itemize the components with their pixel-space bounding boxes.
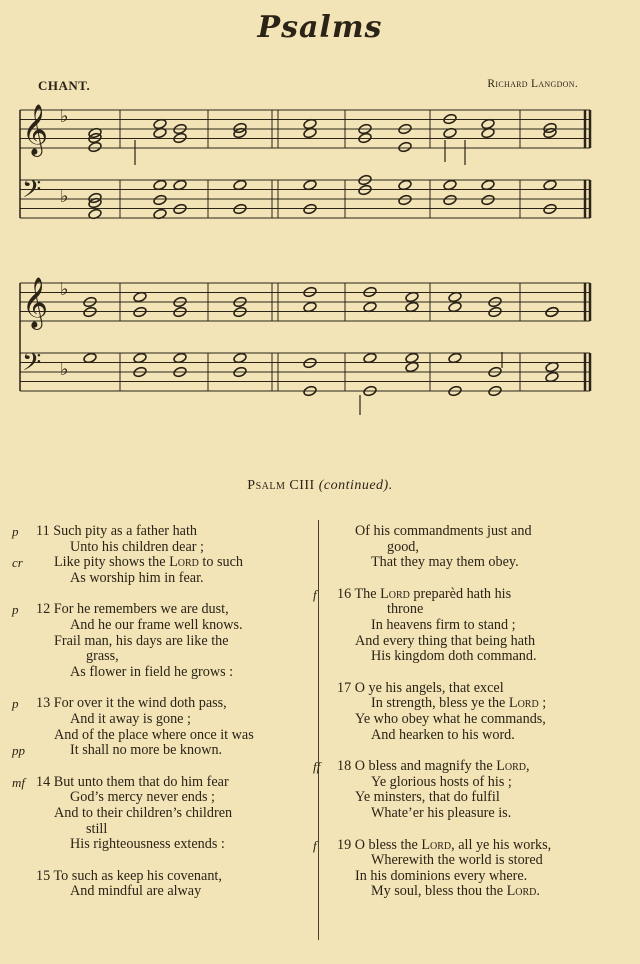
verse-text: grass, xyxy=(86,648,119,665)
verse-line xyxy=(12,649,304,665)
verse-line xyxy=(12,790,304,806)
dynamic-mark: f xyxy=(313,837,317,853)
verse-block xyxy=(313,759,597,821)
verse-text: In heavens firm to stand ; xyxy=(371,616,516,633)
verse-line xyxy=(12,806,304,822)
verse-line xyxy=(313,649,597,665)
verse-block xyxy=(12,869,304,900)
verse-text: As flower in field he grows : xyxy=(70,663,234,680)
verse-text: And every thing that being hath xyxy=(355,632,536,649)
verse-line xyxy=(12,571,304,587)
verse-text: Ye glorious hosts of his ; xyxy=(371,773,512,790)
verse-text: Wherewith the world is stored xyxy=(371,852,543,869)
composer-name: Richard Langdon. xyxy=(487,78,578,90)
dynamic-mark: p xyxy=(12,696,19,712)
tune-label: CHANT. xyxy=(38,78,91,93)
verse-text: Of his commandments just and xyxy=(355,523,532,539)
verse-text: still xyxy=(86,820,108,837)
music-score xyxy=(0,0,640,420)
verse-line xyxy=(313,838,597,854)
verse-text: And hearken to his word. xyxy=(371,726,515,743)
verse-line xyxy=(313,759,597,775)
verse-text: That they may them obey. xyxy=(371,554,519,571)
verse-text: 15 To such as keep his covenant, xyxy=(36,867,222,884)
verse-line xyxy=(12,869,304,885)
verse-line xyxy=(313,540,597,556)
verse-line xyxy=(12,728,304,744)
verse-line xyxy=(313,587,597,603)
verse-line xyxy=(313,696,597,712)
verse-line xyxy=(313,853,597,869)
note-head xyxy=(153,194,167,206)
bass-clef-icon: 𝄢 xyxy=(22,175,42,210)
verse-text: throne xyxy=(387,601,424,618)
psalm-heading xyxy=(0,478,640,494)
dynamic-mark: cr xyxy=(12,555,23,571)
verse-block xyxy=(313,587,597,665)
verse-text: And mindful are alway xyxy=(70,883,202,900)
verse-text: Whate’er his pleasure is. xyxy=(371,804,512,821)
dynamic-mark: pp xyxy=(12,743,25,759)
verse-line xyxy=(313,712,597,728)
dynamic-mark: p xyxy=(12,602,19,618)
verse-text: Like pity shows the Lord to such xyxy=(54,554,243,571)
verse-block xyxy=(313,838,597,900)
dynamic-mark: p xyxy=(12,524,19,539)
verse-line xyxy=(12,712,304,728)
verse-text: 17 O ye his angels, that excel xyxy=(337,679,504,696)
psalm-name: Psalm CIII xyxy=(247,478,315,493)
verse-text: My soul, bless thou the Lord. xyxy=(371,883,540,900)
dynamic-mark: f xyxy=(313,586,317,602)
treble-clef-icon: 𝄞 xyxy=(22,277,49,328)
verse-text: And it away is gone ; xyxy=(70,710,191,727)
verse-line xyxy=(313,728,597,744)
verse-line xyxy=(313,681,597,697)
verse-text: His righteousness extends : xyxy=(70,836,225,853)
verse-block xyxy=(12,602,304,680)
verse-block xyxy=(12,524,304,586)
psalm-note: (continued). xyxy=(318,478,393,493)
verse-line xyxy=(313,790,597,806)
note-head xyxy=(481,194,495,206)
verse-text: good, xyxy=(387,538,419,555)
verse-text: It shall no more be known. xyxy=(70,742,223,759)
verse-line xyxy=(12,618,304,634)
verse-text: 18 O bless and magnify the Lord, xyxy=(337,758,530,775)
verse-text: 16 The Lord preparèd hath his xyxy=(337,585,512,602)
verse-line xyxy=(313,884,597,900)
verse-text: And of the place where once it was xyxy=(54,726,254,743)
verse-line xyxy=(313,634,597,650)
verse-text: In strength, bless ye the Lord ; xyxy=(371,695,547,712)
verse-text: As worship him in fear. xyxy=(70,569,204,586)
verse-text: Frail man, his days are like the xyxy=(54,632,229,649)
verse-line xyxy=(313,775,597,791)
verse-line xyxy=(313,602,597,618)
verse-text: Ye minsters, that do fulfil xyxy=(355,789,500,806)
verse-line xyxy=(12,602,304,618)
verse-line xyxy=(313,555,597,571)
verse-text: And he our frame well knows. xyxy=(70,616,243,633)
note-head xyxy=(88,141,102,153)
verses-right-column xyxy=(313,524,597,916)
note-head xyxy=(398,194,412,206)
dynamic-mark: mf xyxy=(12,774,25,790)
verse-block xyxy=(12,775,304,853)
verse-text: Unto his children dear ; xyxy=(70,538,204,555)
verse-line xyxy=(313,618,597,634)
verse-text: Ye who obey what he commands, xyxy=(355,710,546,727)
verse-text: And to their children’s children xyxy=(54,804,233,821)
page-title: Psalms xyxy=(257,10,383,45)
note-head xyxy=(443,194,457,206)
verse-line xyxy=(12,884,304,900)
verse-line xyxy=(12,696,304,712)
verse-line xyxy=(12,775,304,791)
verse-line xyxy=(313,524,597,540)
verse-line xyxy=(12,837,304,853)
verse-block xyxy=(313,524,597,571)
verse-block xyxy=(313,681,597,743)
verse-text: In his dominions every where. xyxy=(355,867,528,884)
flat-icon: ♭ xyxy=(60,106,69,126)
verse-line xyxy=(313,869,597,885)
verse-line xyxy=(12,540,304,556)
verse-text: 12 For he remembers we are dust, xyxy=(36,601,229,618)
dynamic-mark: ff xyxy=(313,759,321,775)
verse-text: His kingdom doth command. xyxy=(371,648,537,665)
verse-text: God’s mercy never ends ; xyxy=(70,789,215,806)
verse-line xyxy=(12,665,304,681)
bass-clef-icon: 𝄢 xyxy=(22,348,42,383)
verse-text: 13 For over it the wind doth pass, xyxy=(36,695,227,712)
verse-block xyxy=(12,696,304,758)
verse-text: 14 But unto them that do him fear xyxy=(36,773,229,790)
verse-line xyxy=(12,822,304,838)
verses-left-column xyxy=(12,524,304,916)
note-head xyxy=(398,141,412,153)
verse-text: 19 O bless the Lord, all ye his works, xyxy=(337,836,552,853)
verse-line xyxy=(12,555,304,571)
verse-line xyxy=(313,806,597,822)
treble-clef-icon: 𝄞 xyxy=(22,104,49,155)
verse-line xyxy=(12,524,304,540)
verse-text: 11 Such pity as a father hath xyxy=(36,523,198,539)
flat-icon: ♭ xyxy=(60,359,69,379)
flat-icon: ♭ xyxy=(60,279,69,299)
flat-icon: ♭ xyxy=(60,186,69,206)
verse-line xyxy=(12,634,304,650)
verse-line xyxy=(12,743,304,759)
